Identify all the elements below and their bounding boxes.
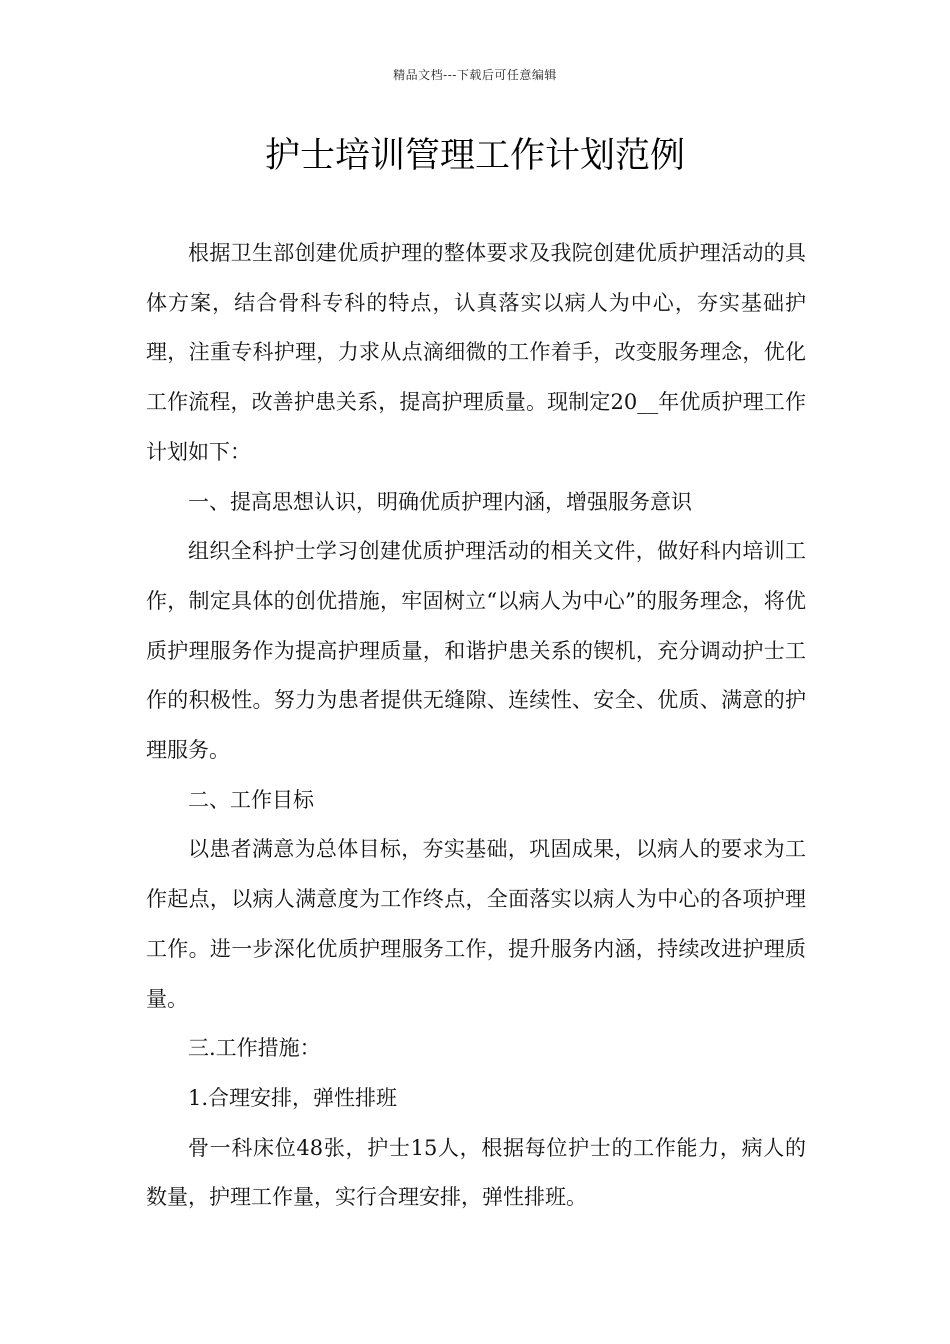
document-body <box>146 229 806 1223</box>
document-title: 护士培训管理工作计划范例 <box>264 136 685 176</box>
subsection-heading-1: 1.合理安排，弹性排班 <box>188 1085 398 1110</box>
paragraph-subsection-1: 骨一科床位48张，护士15人，根据每位护士的工作能力，病人的数量，护理工作量，实行合理安排，弹性排班。 <box>146 1135 806 1210</box>
paragraph-section-1: 组织全科护士学习创建优质护理活动的相关文件，做好科内培训工作，制定具体的创优措施，牢固树立“以病人为中心”的服务理念，将优质护理服务作为提高护理质量，和谐护患关系的锲机，充分调动护士工作的积极性。努力为患者提供无缝隙、连续性、安全、优质、满意的护理服务。 <box>146 539 806 763</box>
section-heading-1: 一、提高思想认识，明确优质护理内涵，增强服务意识 <box>188 489 692 514</box>
section-heading-3: 三.工作措施： <box>188 1036 321 1061</box>
section-heading-2: 二、工作目标 <box>188 787 314 812</box>
paragraph-section-2: 以患者满意为总体目标，夯实基础，巩固成果，以病人的要求为工作起点，以病人满意度为工作终点，全面落实以病人为中心的各项护理工作。进一步深化优质护理服务工作，提升服务内涵，持续改进护理质量。 <box>146 837 806 1011</box>
paragraph-intro: 根据卫生部创建优质护理的整体要求及我院创建优质护理活动的具体方案，结合骨科专科的特点，认真落实以病人为中心，夯实基础护理，注重专科护理，力求从点滴细微的工作着手，改变服务理念，优化工作流程，改善护患关系，提高护理质量。现制定20__年优质护理工作计划如下： <box>146 241 806 464</box>
header-note: 精品文档---下载后可任意编辑 <box>393 68 557 82</box>
